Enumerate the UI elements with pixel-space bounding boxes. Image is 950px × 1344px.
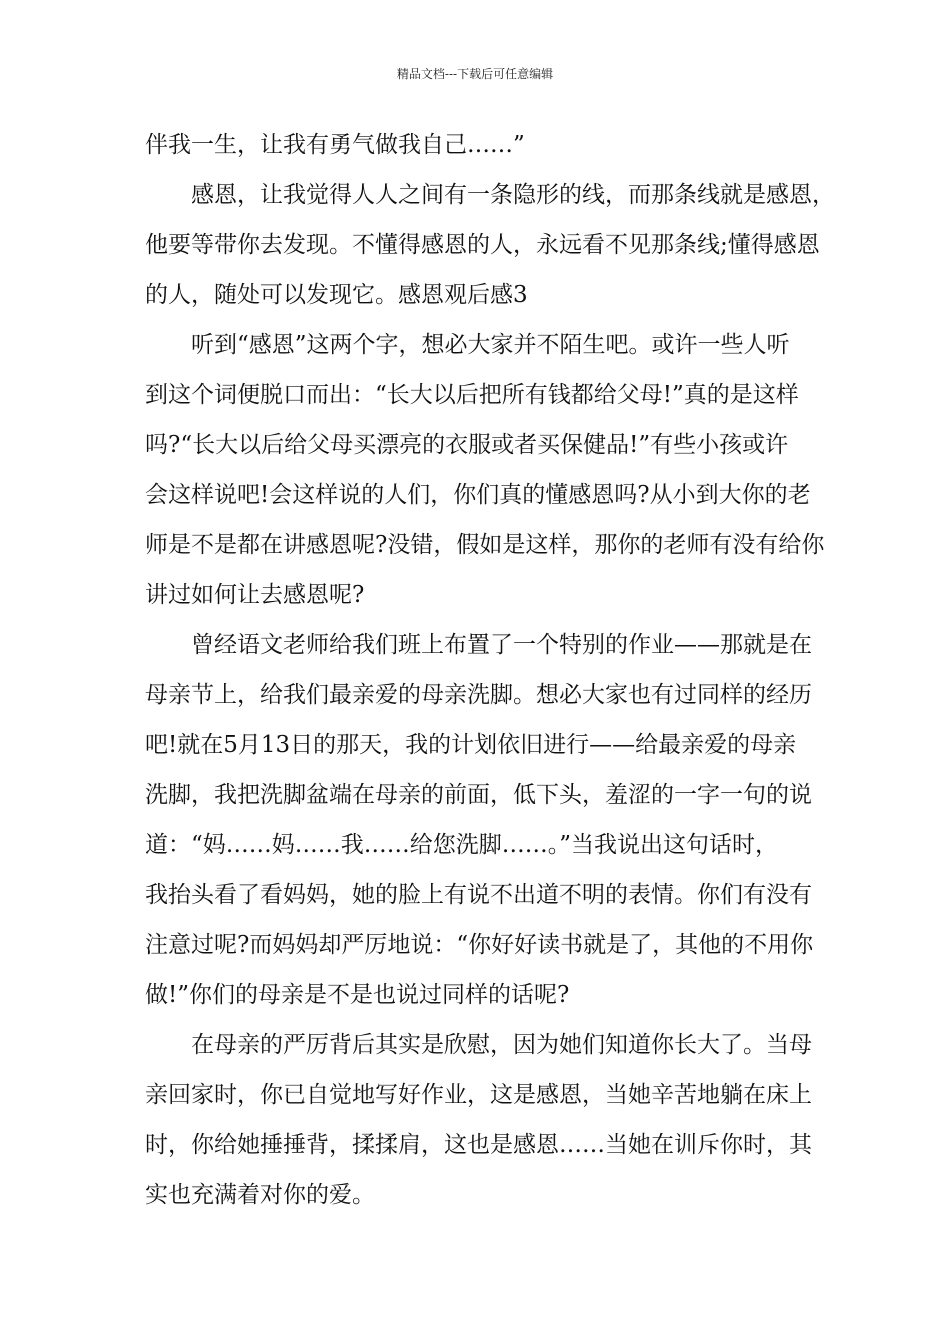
text-line: 在母亲的严厉背后其实是欣慰，因为她们知道你长大了。当母 [191, 1032, 812, 1058]
text-line: 的人，随处可以发现它。感恩观后感3 [145, 282, 528, 308]
text-line: 吧!就在5月13日的那天，我的计划依旧进行——给最亲爱的母亲 [145, 732, 797, 758]
text-line: 听到“感恩”这两个字，想必大家并不陌生吧。或许一些人听 [191, 332, 790, 358]
page-header: 精品文档---下载后可任意编辑 [396, 67, 554, 81]
text-line: 洗脚，我把洗脚盆端在母亲的前面，低下头，羞涩的一字一句的说 [145, 782, 812, 808]
text-line: 伴我一生，让我有勇气做我自己……” [145, 132, 525, 158]
text-line: 到这个词便脱口而出：“长大以后把所有钱都给父母!”真的是这样 [145, 382, 799, 408]
text-line: 感恩，让我觉得人人之间有一条隐形的线，而那条线就是感恩， [191, 182, 835, 208]
paragraph [145, 628, 814, 1028]
text-line: 注意过呢?而妈妈却严厉地说：“你好好读书就是了，其他的不用你 [145, 932, 814, 958]
text-line: 师是不是都在讲感恩呢?没错，假如是这样，那你的老师有没有给你 [145, 532, 825, 558]
text-line: 讲过如何让去感恩呢? [145, 582, 365, 608]
text-line: 母亲节上，给我们最亲爱的母亲洗脚。想必大家也有过同样的经历 [145, 682, 812, 708]
text-line: 亲回家时，你已自觉地写好作业，这是感恩，当她辛苦地躺在床上 [145, 1082, 812, 1108]
text-line: 吗?“长大以后给父母买漂亮的衣服或者买保健品!”有些小孩或许 [145, 432, 789, 458]
text-line: 实也充满着对你的爱。 [145, 1182, 375, 1208]
paragraph [145, 128, 810, 178]
text-line: 他要等带你去发现。不懂得感恩的人，永远看不见那条线;懂得感恩 [145, 232, 820, 258]
paragraph [145, 1028, 810, 1228]
paragraph [145, 178, 835, 328]
text-line: 我抬头看了看妈妈，她的脸上有说不出道不明的表情。你们有没有 [145, 882, 812, 908]
text-line: 道：“妈……妈……我……给您洗脚……。”当我说出这句话时， [145, 832, 779, 858]
text-line: 做!”你们的母亲是不是也说过同样的话呢? [145, 982, 570, 1008]
paragraph [145, 328, 825, 628]
text-line: 会这样说吧!会这样说的人们，你们真的懂感恩吗?从小到大你的老 [145, 482, 811, 508]
document-body [145, 128, 835, 1228]
text-line: 曾经语文老师给我们班上布置了一个特别的作业——那就是在 [191, 632, 812, 658]
text-line: 时，你给她捶捶背，揉揉肩，这也是感恩……当她在训斥你时，其 [145, 1132, 812, 1158]
